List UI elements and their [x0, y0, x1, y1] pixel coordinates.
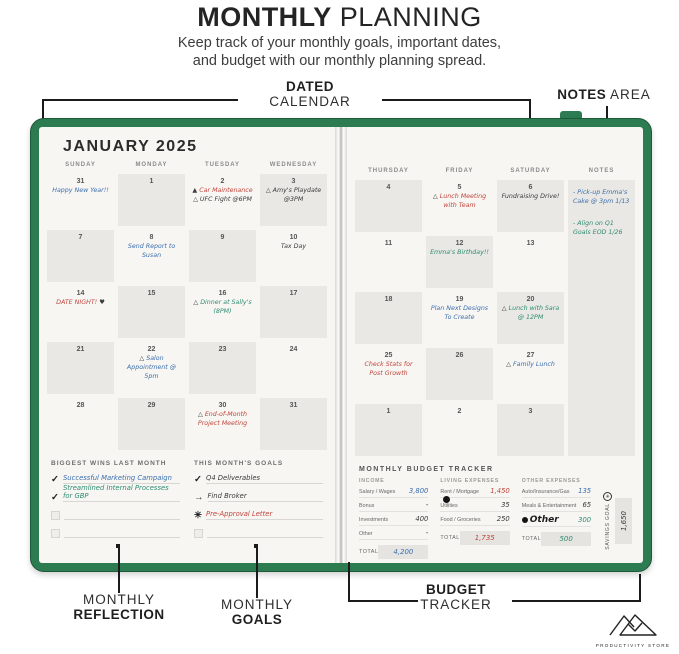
budget-tracker-section [359, 466, 631, 559]
calendar-entry: △ UFC Fight @6PM [193, 196, 252, 204]
budget-row-value: 1,450 [490, 487, 510, 495]
page-title [0, 2, 679, 33]
calendar-entry: △ Lunch with Sara @ 12PM [501, 305, 560, 322]
calendar-day-number: 2 [220, 178, 225, 185]
list-item-text [64, 536, 180, 538]
header [0, 0, 679, 71]
calendar-cell [45, 396, 116, 452]
calendar-day-number: 11 [384, 240, 393, 247]
calendar-cell [116, 284, 187, 340]
triangle-marker-icon: △ [265, 187, 273, 194]
calendar-cell [116, 228, 187, 284]
calendar-cell [187, 396, 258, 452]
budget-column [440, 478, 509, 559]
calendar-day-number: 2 [457, 408, 462, 415]
title-bold: MONTHLY [197, 2, 332, 32]
day-header: MONDAY [135, 162, 168, 168]
budget-row-label: Other [359, 531, 373, 537]
budget-row-label: Auto/Insurance/Gas [521, 489, 570, 495]
calendar-day-number: 7 [78, 234, 83, 241]
budget-column [359, 478, 428, 559]
budget-row [359, 529, 428, 540]
budget-total-row [359, 545, 428, 559]
triangle-marker-icon: ▲ [192, 187, 200, 194]
calendar-cell [495, 178, 566, 234]
list-item [194, 509, 323, 520]
calendar-day-number: 3 [528, 408, 533, 415]
calendar-day-number: 16 [218, 290, 227, 297]
cell-entries [497, 192, 564, 201]
brand-logo [592, 610, 674, 648]
budget-row [440, 501, 509, 512]
list-item [51, 509, 180, 520]
callout-budget: BUDGET [426, 582, 486, 597]
budget-row-value: 3,800 [408, 487, 429, 495]
calendar-cell [45, 284, 116, 340]
cell-entries [47, 186, 114, 195]
star-mark-icon: ✳ [194, 509, 202, 521]
checkbox [51, 529, 60, 538]
goals-list [194, 473, 323, 538]
notes-column [566, 178, 637, 458]
budget-column [522, 478, 591, 559]
heart-icon: ♥ [97, 299, 105, 306]
dot-sticker-icon [443, 496, 450, 503]
callout-line [348, 562, 350, 602]
check-mark-icon: ✓ [51, 473, 59, 485]
calendar-cell [258, 396, 329, 452]
budget-row [359, 501, 428, 512]
list-item [51, 473, 180, 484]
budget-row [522, 515, 591, 527]
calendar-day-number: 1 [386, 408, 391, 415]
budget-row [359, 515, 428, 526]
budget-total-value: 500 [541, 532, 591, 546]
day-header: WEDNESDAY [269, 162, 318, 168]
cell-entries [497, 360, 564, 369]
calendar-day-number: 31 [289, 402, 298, 409]
calendar-entry: Tax Day [280, 243, 307, 250]
subtitle-line1: Keep track of your monthly goals, important dates, [177, 35, 502, 51]
triangle-marker-icon: △ [506, 361, 514, 368]
calendar-day-number: 23 [218, 346, 227, 353]
calendar-day-number: 21 [76, 346, 85, 353]
calendar-day-number: 29 [147, 402, 156, 409]
calendar-day-number: 19 [455, 296, 464, 303]
calendar-cell [258, 340, 329, 396]
cell-entries [189, 410, 256, 428]
budget-row-value: 250 [496, 515, 510, 523]
callout-notes-area [548, 88, 660, 103]
budget-row-label: Utilities [440, 503, 458, 509]
triangle-marker-icon: △ [193, 299, 201, 306]
callout-calendar: CALENDAR [269, 93, 351, 109]
calendar-entry: DATE NIGHT! ♥ [56, 299, 105, 306]
notes-panel [568, 180, 635, 456]
day-header: FRIDAY [445, 168, 474, 174]
book-spine [335, 127, 347, 563]
calendar-day-number: 5 [457, 184, 462, 191]
budget-total-label: TOTAL [521, 536, 542, 542]
calendar-day-number: 8 [149, 234, 154, 241]
budget-total-label: TOTAL [359, 549, 379, 555]
calendar-entry: △ End-of-Month Project Meeting [197, 411, 248, 428]
budget-row-label: Meals & Entertainment [521, 503, 577, 509]
calendar-day-number: 6 [528, 184, 533, 191]
budget-row [440, 487, 509, 498]
calendar-day-number: 18 [384, 296, 393, 303]
budget-column-header: OTHER EXPENSES [521, 478, 581, 484]
calendar-cell [424, 290, 495, 346]
calendar-cell [116, 172, 187, 228]
callout-monthly: MONTHLY [82, 592, 155, 607]
calendar-entry: △ Salon Appointment @ 5pm [126, 355, 177, 381]
cell-entries [260, 242, 327, 251]
calendar-day-number: 17 [289, 290, 298, 297]
callout-goals: GOALS [231, 611, 283, 627]
day-header-row [45, 162, 329, 168]
cell-entries [118, 242, 185, 260]
calendar-entry: △ Dinner at Sally's (8PM) [193, 299, 252, 316]
calendar-entry: Send Report to Susan [127, 243, 176, 260]
budget-row-label: Rent / Mortgage [440, 489, 480, 495]
callout-tracker: TRACKER [420, 596, 492, 612]
callout-dated-calendar [240, 80, 380, 110]
calendar-day-number: 25 [384, 352, 393, 359]
list-item [51, 484, 180, 503]
planner-left-page [39, 127, 335, 563]
note-entry: - Pick-up Emma's Cake @ 3pm 1/13 [573, 189, 630, 206]
calendar-day-number: 13 [526, 240, 535, 247]
budget-total-value: 1,735 [460, 531, 510, 545]
checkbox [51, 511, 60, 520]
calendar-day-number: 3 [291, 178, 296, 185]
calendar-cell [424, 402, 495, 458]
callout-line [512, 600, 640, 602]
callout-pointer-dot [116, 544, 120, 548]
budget-total-row [522, 532, 591, 546]
wins-list [51, 473, 180, 538]
list-item-text: Pre-Approval Letter [206, 510, 323, 520]
calendar-day-number: 9 [220, 234, 225, 241]
day-header: TUESDAY [204, 162, 241, 168]
planner-notebook [30, 118, 652, 572]
list-item [51, 527, 180, 538]
calendar-cell [495, 290, 566, 346]
calendar-day-number: 1 [149, 178, 154, 185]
callout-area: AREA [610, 87, 651, 102]
calendar-day-number: 30 [218, 402, 227, 409]
cell-entries [118, 354, 185, 381]
biggest-wins-section [51, 460, 180, 545]
day-header: NOTES [588, 168, 615, 174]
calendar-day-number: 27 [526, 352, 535, 359]
calendar-day-number: 14 [76, 290, 85, 297]
savings-goal-label: SAVINGS GOAL [604, 503, 611, 550]
savings-goal-box [615, 498, 632, 544]
savings-goal-value: 1,650 [619, 510, 628, 531]
calendar-cell [424, 346, 495, 402]
cell-entries [260, 186, 327, 204]
dot-sticker-icon [522, 517, 528, 523]
cell-entries [497, 304, 564, 322]
callout-monthly-goals [187, 598, 327, 628]
calendar-cell [495, 402, 566, 458]
subtitle-line2: and budget with our monthly planning spread. [192, 53, 487, 69]
calendar-day-number: 4 [386, 184, 391, 191]
calendar-cell [495, 234, 566, 290]
cell-entries [189, 298, 256, 316]
cell-entries [426, 248, 493, 257]
budget-row [359, 487, 428, 498]
calendar-cell [45, 228, 116, 284]
calendar-cell [258, 228, 329, 284]
arrow-mark-icon: → [194, 491, 204, 503]
budget-row [440, 515, 509, 526]
budget-row [522, 501, 591, 512]
callout-line [256, 546, 258, 598]
calendar-grid-left [45, 172, 329, 452]
calendar-cell [116, 396, 187, 452]
calendar-day-number: 26 [455, 352, 464, 359]
budget-row-value: - [425, 529, 429, 537]
list-item-text [64, 518, 180, 520]
budget-row-value: 65 [582, 501, 592, 509]
cell-entries [189, 186, 256, 204]
day-header: SATURDAY [510, 168, 551, 174]
calendar-cell [353, 402, 424, 458]
list-item-text [207, 536, 323, 538]
mountain-logo-icon [608, 610, 658, 637]
note-entry: - Align on Q1 Goals EOD 1/26 [573, 219, 623, 237]
budget-row [522, 487, 591, 498]
triangle-marker-icon: △ [432, 193, 440, 200]
calendar-entry: Happy New Year!! [52, 187, 109, 194]
triangle-marker-icon: △ [193, 196, 200, 204]
budget-row-label: Bonus [359, 503, 375, 509]
calendar-cell [258, 172, 329, 228]
calendar-day-number: 31 [76, 178, 85, 185]
monthly-goals-section [194, 460, 323, 545]
callout-monthly: MONTHLY [220, 597, 293, 612]
brand-name: PRODUCTIVITY STORE [595, 643, 671, 648]
reflection-and-goals [51, 460, 323, 545]
check-mark-icon: ✓ [51, 491, 59, 503]
section-title: THIS MONTH'S GOALS [194, 460, 284, 467]
budget-row-label: Food / Groceries [440, 517, 481, 523]
callout-pointer-dot [254, 544, 258, 548]
list-item-text: Q4 Deliverables [206, 474, 323, 484]
list-item [194, 527, 323, 538]
calendar-cell [45, 340, 116, 396]
calendar-entry: ▲ Car Maintenance [192, 187, 253, 194]
triangle-marker-icon: △ [197, 411, 205, 418]
cell-entries [426, 192, 493, 210]
budget-row-label: Other [522, 515, 559, 525]
calendar-cell [353, 234, 424, 290]
savings-goal [603, 478, 632, 550]
budget-row-label: Investments [359, 517, 389, 523]
callout-dated: DATED [286, 79, 334, 94]
callout-line [42, 99, 238, 101]
list-item-text: Successful Marketing Campaign [63, 474, 180, 484]
cell-entries [47, 298, 114, 307]
calendar-day-number: 10 [289, 234, 298, 241]
calendar-day-number: 20 [526, 296, 535, 303]
budget-columns [359, 478, 631, 559]
budget-total-label: TOTAL [440, 535, 460, 541]
calendar-entry: Fundraising Drive! [501, 193, 560, 200]
calendar-cell [424, 178, 495, 234]
callout-notes: NOTES [557, 87, 607, 102]
title-light: PLANNING [339, 2, 482, 32]
month-title: JANUARY 2025 [63, 138, 198, 155]
budget-total-value: 4,200 [378, 545, 428, 559]
right-grid-wrap [353, 178, 637, 458]
calendar-cell [495, 346, 566, 402]
list-item [194, 473, 323, 484]
budget-row-value: 300 [578, 516, 592, 524]
calendar-cell [187, 228, 258, 284]
calendar-grid-right [353, 178, 566, 458]
calendar-entry: Check Stats for Post Growth [364, 361, 413, 378]
check-mark-icon: ✓ [194, 473, 202, 485]
day-header: THURSDAY [368, 168, 409, 174]
budget-title: MONTHLY BUDGET TRACKER [359, 466, 494, 473]
list-item-text: Find Broker [208, 492, 324, 502]
budget-total-row [440, 531, 509, 545]
callout-monthly-reflection [49, 593, 189, 623]
calendar-entry: △ Family Lunch [506, 361, 555, 368]
calendar-cell [187, 340, 258, 396]
budget-row-value: 35 [501, 501, 510, 509]
callout-line [382, 99, 530, 101]
checkbox [194, 529, 203, 538]
calendar-day-number: 28 [76, 402, 85, 409]
cell-entries [355, 360, 422, 378]
asterisk-circle-icon: ✳ [603, 492, 612, 501]
callout-reflection: REFLECTION [73, 606, 165, 622]
budget-row-value: 135 [578, 487, 592, 495]
list-item [194, 491, 323, 502]
calendar-cell [258, 284, 329, 340]
calendar-day-number: 24 [289, 346, 298, 353]
calendar-cell [187, 172, 258, 228]
calendar-entry: △ Amy's Playdate @3PM [265, 187, 322, 204]
budget-column-header: LIVING EXPENSES [440, 478, 500, 484]
callout-line [639, 574, 641, 602]
day-header: SUNDAY [65, 162, 96, 168]
calendar-day-number: 12 [455, 240, 464, 247]
budget-column-header: INCOME [359, 478, 385, 484]
callout-line [118, 546, 120, 593]
triangle-marker-icon: △ [139, 355, 147, 362]
calendar-cell [424, 234, 495, 290]
calendar-cell [45, 172, 116, 228]
calendar-entry: Emma's Birthday!! [430, 249, 489, 256]
planner-right-page [347, 127, 643, 563]
day-header-row [353, 168, 637, 174]
calendar-entry: △ Lunch Meeting with Team [432, 193, 487, 210]
budget-row-value: - [425, 501, 429, 509]
cell-entries [426, 304, 493, 322]
budget-row-label: Salary / Wages [359, 489, 396, 495]
calendar-cell [187, 284, 258, 340]
list-item-text: Streamlined Internal Processes for GBP [63, 484, 180, 502]
calendar-cell [353, 346, 424, 402]
section-title: BIGGEST WINS LAST MONTH [51, 460, 167, 467]
calendar-day-number: 15 [147, 290, 156, 297]
calendar-entry: Plan Next Designs To Create [430, 305, 489, 322]
triangle-marker-icon: △ [501, 305, 509, 312]
calendar-day-number: 22 [147, 346, 156, 353]
budget-columns-inner [359, 478, 591, 559]
budget-row-value: 400 [415, 515, 429, 523]
calendar-cell [116, 340, 187, 396]
callout-budget-tracker [405, 583, 507, 613]
calendar-cell [353, 178, 424, 234]
calendar-cell [353, 290, 424, 346]
